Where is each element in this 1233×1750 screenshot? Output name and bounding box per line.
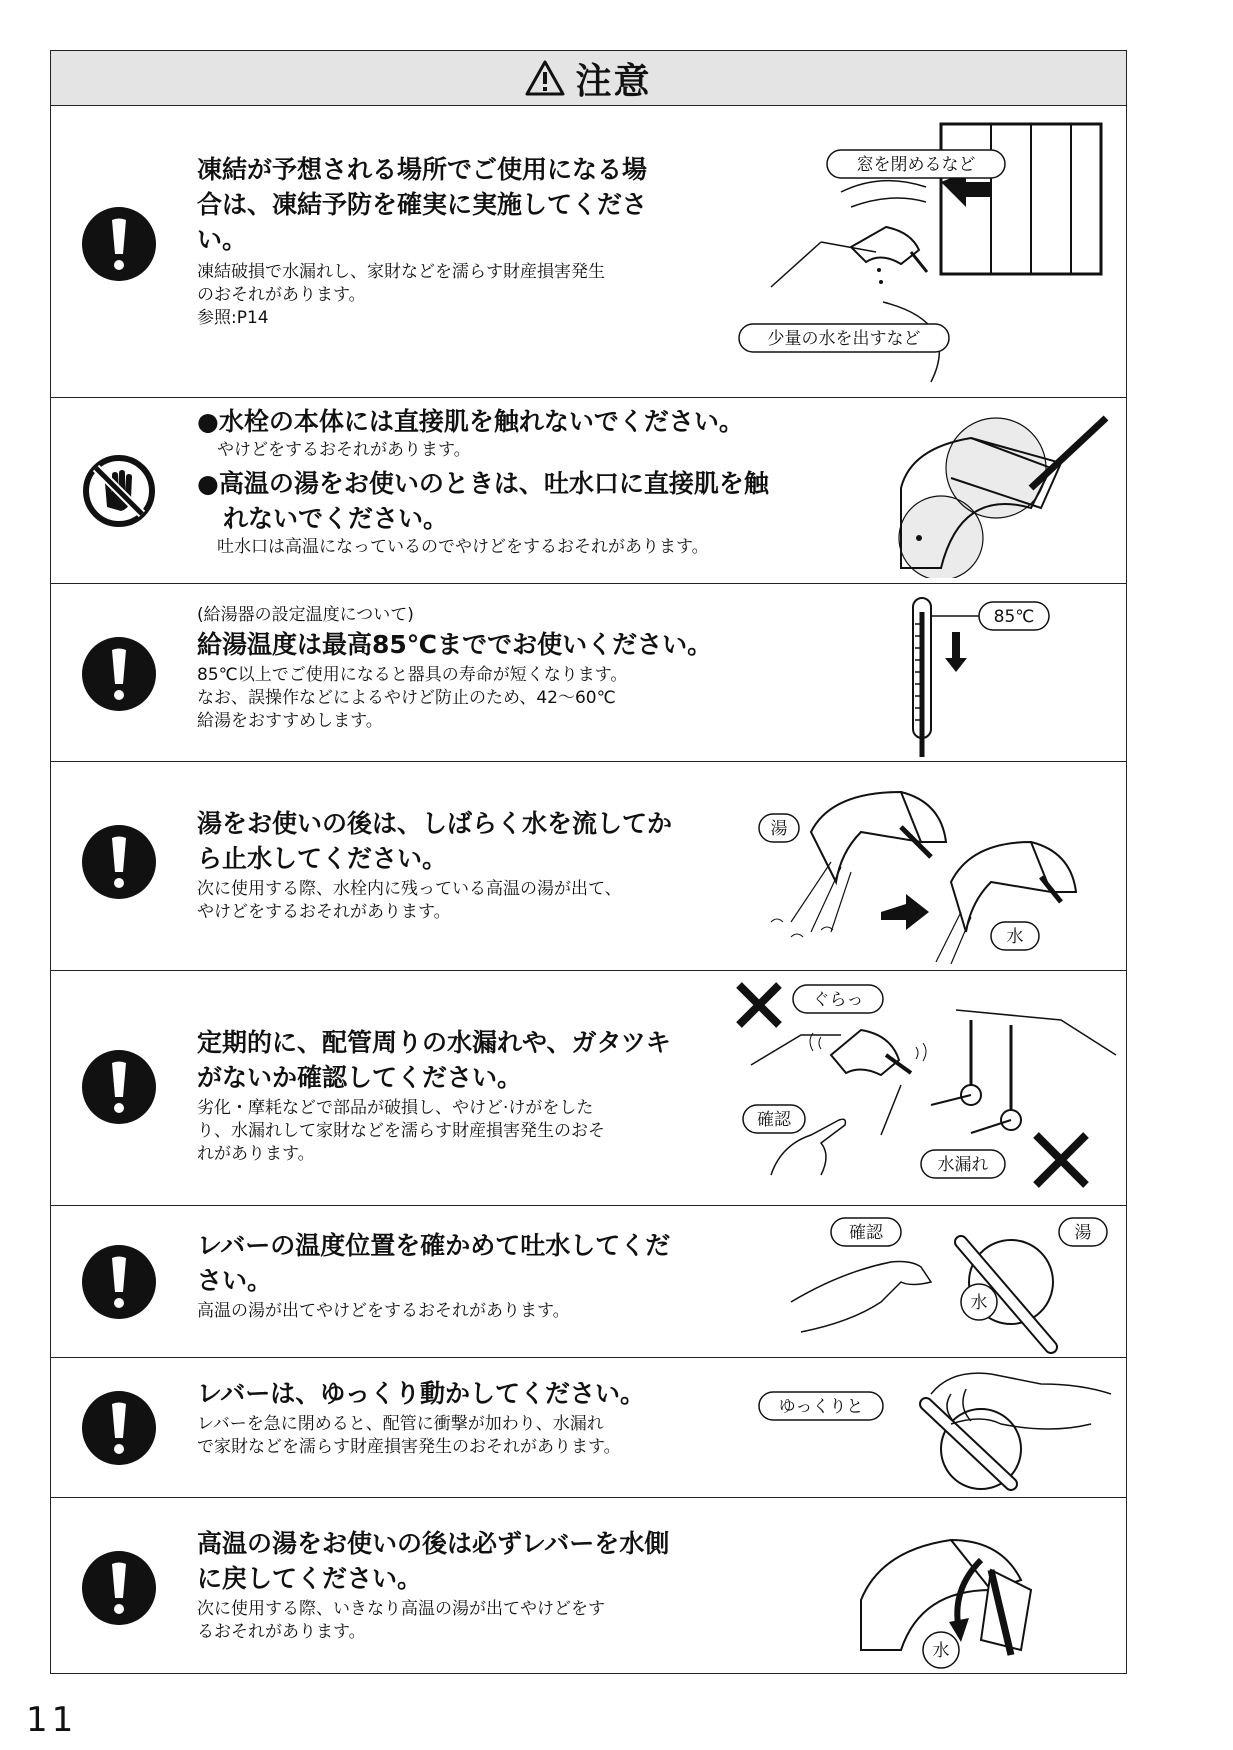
label-cold: 水 [970,1293,988,1313]
mandatory-action-icon [81,1390,157,1466]
mandatory-action-icon [81,1550,157,1626]
row-body: 吐水口は高温になっているのでやけどをするおそれがあります。 [217,537,709,557]
caution-row-inspect-piping [51,971,1126,1206]
hot-to-cold-flow-illustration [751,772,1121,967]
row-body: るおそれがあります。 [197,1622,366,1642]
do-not-touch-icon [81,453,157,529]
row-heading: 凍結が予想される場所でご使用になる場 [197,155,648,184]
row-heading: 給湯温度は最高85℃まででお使いください。 [197,630,713,659]
label-slowly: ゆっくりと [778,1397,864,1417]
row-heading: ●水栓の本体には直接肌を触れないでください。 [197,407,744,436]
caution-row-freeze [51,106,1126,398]
row-heading: 湯をお使いの後は、しばらく水を流してか [197,809,673,838]
caution-panel [50,50,1127,1674]
thermometer-illustration [901,592,1101,757]
label-check: 確認 [849,1223,883,1243]
row-heading: 定期的に、配管周りの水漏れや、ガタツキ [197,1028,671,1057]
mandatory-action-icon [81,1049,157,1125]
row-pre: (給湯器の設定温度について) [197,605,414,625]
caution-row-flush-water [51,762,1126,971]
lever-to-cold-illustration [841,1510,1121,1670]
hot-faucet-illustration [881,408,1121,578]
caution-row-lever-slowly [51,1358,1126,1498]
label-hot: 湯 [770,819,788,839]
row-body: 85℃以上でご使用になると器具の寿命が短くなります。 [197,665,628,685]
row-body: のおそれがあります。 [197,285,366,305]
label-cold: 水 [1006,927,1024,947]
row-body: 次に使用する際、水栓内に残っている高温の湯が出て、 [197,879,622,899]
piping-inspection-illustration [731,975,1126,1203]
label-wobble: ぐらっ [812,990,864,1010]
row-heading: ら止水してください。 [197,844,448,873]
label-check: 確認 [757,1110,791,1130]
caution-title: 注意 [575,60,652,102]
row-body: 高温の湯が出てやけどをするおそれがあります。 [197,1301,570,1321]
label-run-water: 少量の水を出すなど [767,329,921,349]
label-close-window: 窓を閉めるなど [856,155,976,175]
row-heading: 合は、凍結予防を確実に実施してくださ [197,190,648,219]
row-body: 参照:P14 [197,308,269,328]
row-body: 劣化・摩耗などで部品が破損し、やけど·けがをした [197,1098,594,1118]
row-body: れがあります。 [197,1144,315,1164]
lever-slowly-illustration [751,1364,1121,1494]
caution-row-hot-surface [51,398,1126,584]
page-number: 11 [26,1700,78,1740]
row-heading: い。 [197,225,248,254]
row-heading: レバーは、ゆっくり動かしてください。 [197,1379,646,1408]
row-body: やけどをするおそれがあります。 [197,902,451,922]
mandatory-action-icon [81,1244,157,1320]
row-body: レバーを急に閉めると、配管に衝撃が加わり、水漏れ [197,1414,604,1434]
row-body: り、水漏れして家財などを濡らす財産損害発生のおそ [197,1121,605,1141]
row-body: 凍結破損で水漏れし、家財などを濡らす財産損害発生 [197,262,605,282]
row-heading: 高温の湯をお使いの後は必ずレバーを水側 [197,1529,670,1558]
row-heading: ●高温の湯をお使いのときは、吐水口に直接肌を触 [197,469,769,498]
caution-row-temperature [51,584,1126,762]
row-heading: に戻してください。 [197,1564,423,1593]
row-heading: がないか確認してください。 [197,1063,523,1092]
row-body: で家財などを濡らす財産損害発生のおそれがあります。 [197,1437,621,1457]
mandatory-action-icon [81,824,157,900]
caution-row-return-lever [51,1498,1126,1675]
freeze-prevention-illustration [671,112,1121,394]
row-heading: レバーの温度位置を確かめて吐水してくだ [197,1231,671,1260]
caution-row-lever-position [51,1206,1126,1358]
lever-check-illustration [761,1212,1121,1354]
label-85c: 85℃ [993,607,1035,627]
row-body: なお、誤操作などによるやけど防止のため、42～60℃ [197,688,616,708]
warning-triangle-icon [525,60,565,96]
row-body: やけどをするおそれがあります。 [217,440,471,460]
label-cold: 水 [932,1641,950,1661]
row-heading: さい。 [197,1266,273,1295]
row-body: 次に使用する際、いきなり高温の湯が出てやけどをす [197,1599,605,1619]
mandatory-action-icon [81,206,157,282]
caution-header [51,51,1126,106]
label-water-leak: 水漏れ [937,1155,989,1175]
row-heading: れないでください。 [223,504,449,533]
mandatory-action-icon [81,636,157,712]
label-hot: 湯 [1074,1223,1092,1243]
row-body: 給湯をおすすめします。 [197,711,383,731]
